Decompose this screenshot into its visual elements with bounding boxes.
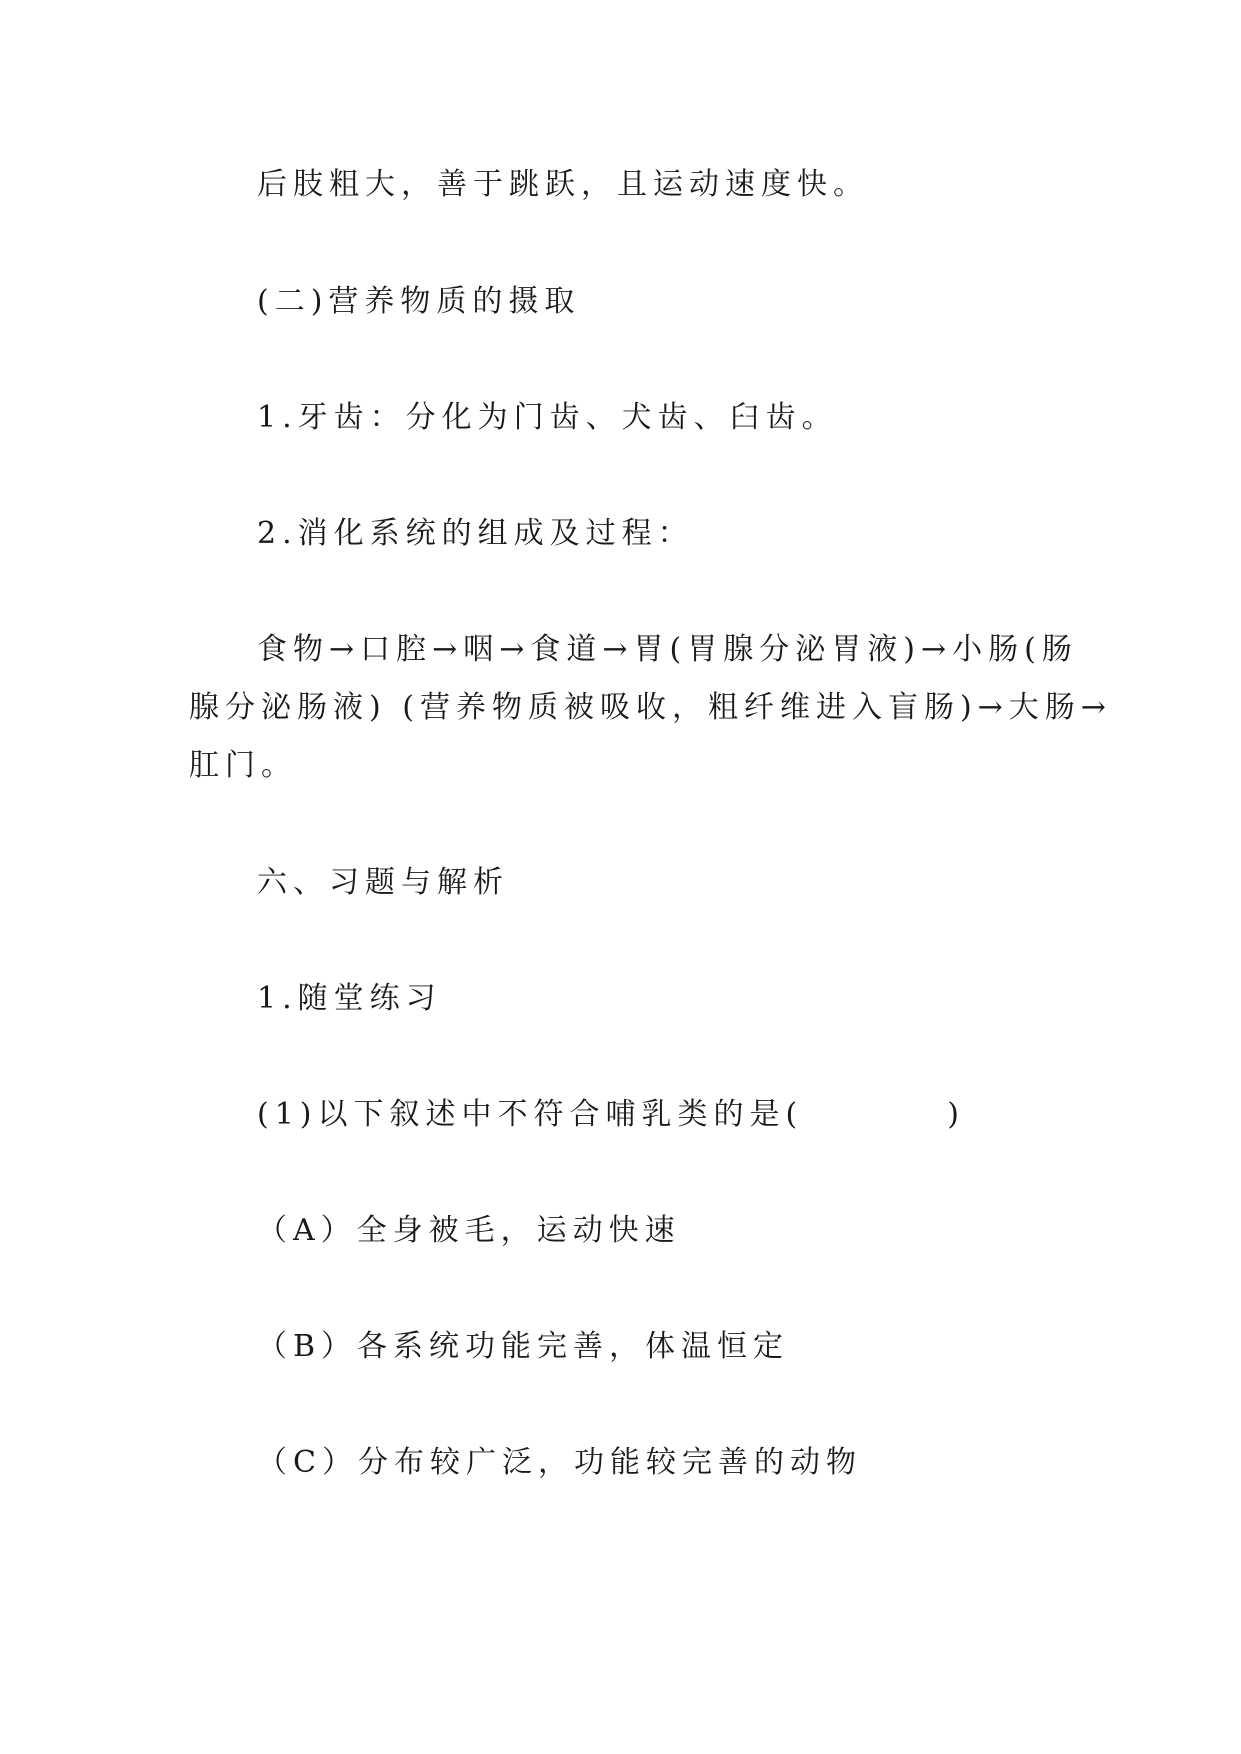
paragraph-digestive-system: 2.消化系统的组成及过程：	[257, 516, 694, 551]
subheading-practice: 1.随堂练习	[257, 981, 442, 1016]
paragraph-digestion-line-2: 腺分泌肠液) (营养物质被吸收，粗纤维进入盲肠)→大肠→	[189, 690, 1112, 725]
option-a: （A）全身被毛，运动快速	[257, 1213, 681, 1248]
paragraph-digestion-line-1: 食物→口腔→咽→食道→胃(胃腺分泌胃液)→小肠(肠	[257, 632, 1078, 667]
paragraph-digestion-line-3: 肛门。	[189, 748, 297, 783]
option-c: （C）分布较广泛，功能较完善的动物	[257, 1445, 862, 1480]
question-1: (1)以下叙述中不符合哺乳类的是( )	[257, 1097, 965, 1132]
paragraph-hindlimb: 后肢粗大，善于跳跃，且运动速度快。	[257, 167, 869, 202]
paragraph-teeth: 1.牙齿：分化为门齿、犬齿、臼齿。	[257, 400, 838, 435]
option-b: （B）各系统功能完善，体温恒定	[257, 1329, 790, 1364]
section-heading-nutrition: (二)营养物质的摄取	[257, 284, 581, 319]
section-heading-exercises: 六、习题与解析	[257, 865, 509, 900]
